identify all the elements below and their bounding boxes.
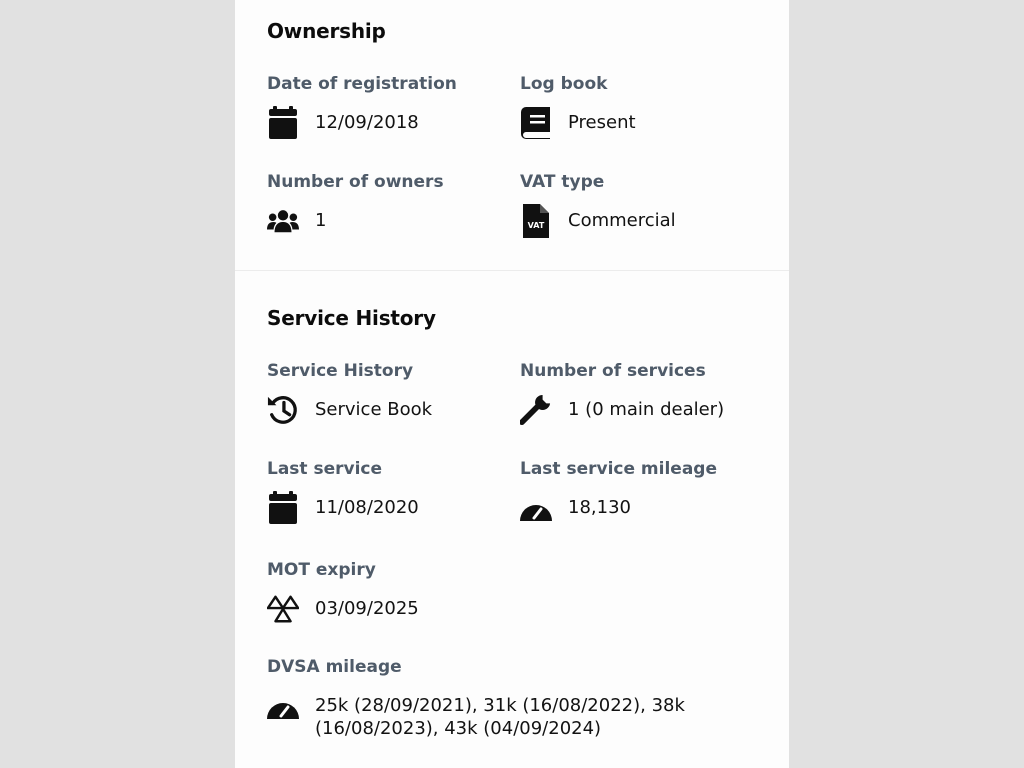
log-book-field (520, 73, 770, 133)
ownership-section (235, 0, 789, 271)
users-icon (267, 205, 299, 237)
dvsa-mileage-value: 25k (28/09/2021), 31k (16/08/2022), 38k (16/08/2023), 43k (04/09/2024) (315, 695, 685, 739)
number-of-services-label: Number of services (520, 361, 706, 381)
date-of-registration-label: Date of registration (267, 74, 457, 94)
dvsa-mileage-label: DVSA mileage (267, 657, 402, 677)
mot-expiry-field (267, 559, 517, 619)
mot-triangles-icon (267, 593, 299, 625)
book-icon (520, 107, 552, 139)
last-service-label: Last service (267, 459, 383, 479)
date-of-registration-value: 12/09/2018 (315, 112, 419, 133)
history-icon (267, 394, 299, 426)
vehicle-details-panel (235, 0, 789, 768)
gauge-icon (267, 690, 299, 722)
log-book-label: Log book (520, 74, 608, 94)
service-history-section (235, 272, 789, 768)
vat-type-value: Commercial (568, 210, 676, 231)
last-service-value: 11/08/2020 (315, 497, 419, 518)
number-of-services-field (520, 360, 770, 420)
date-of-registration-field (267, 73, 517, 133)
service-history-title: Service History (267, 306, 436, 330)
number-of-owners-value: 1 (315, 210, 327, 231)
service-history-field (267, 360, 517, 420)
last-service-mileage-label: Last service mileage (520, 459, 718, 479)
vat-type-label: VAT type (520, 172, 605, 192)
number-of-services-value: 1 (0 main dealer) (568, 399, 725, 420)
dvsa-mileage-field (267, 656, 737, 739)
number-of-owners-label: Number of owners (267, 172, 444, 192)
mot-expiry-label: MOT expiry (267, 560, 376, 580)
calendar-icon (267, 107, 299, 139)
mot-expiry-value: 03/09/2025 (315, 598, 419, 619)
ownership-title: Ownership (267, 19, 386, 43)
log-book-value: Present (568, 112, 636, 133)
last-service-mileage-field (520, 458, 770, 518)
calendar-icon (267, 492, 299, 524)
wrench-icon (520, 394, 552, 426)
gauge-icon (520, 492, 552, 524)
number-of-owners-field (267, 171, 517, 231)
service-history-label: Service History (267, 361, 414, 381)
service-history-value: Service Book (315, 399, 433, 420)
last-service-mileage-value: 18,130 (568, 497, 631, 518)
vat-document-icon (520, 205, 552, 237)
svg-text:VAT: VAT (527, 221, 545, 230)
last-service-field (267, 458, 517, 518)
vat-type-field (520, 171, 770, 231)
